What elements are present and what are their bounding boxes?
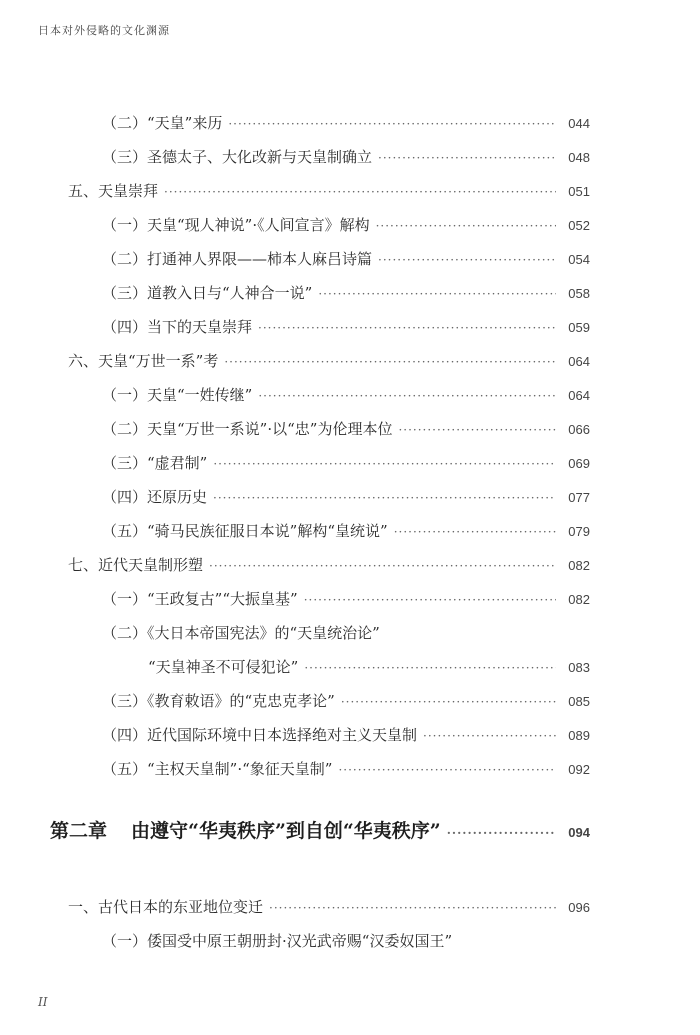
chapter-number: 第二章	[50, 820, 108, 842]
toc-entry-page: 096	[568, 900, 590, 915]
toc-entry-title: （二）“天皇”来历	[102, 114, 223, 132]
toc-entry[interactable]	[0, 924, 700, 958]
toc-entry-page: 079	[568, 524, 590, 539]
dot-leader	[376, 209, 556, 243]
dot-leader	[304, 651, 556, 685]
toc-entry-title: （四）当下的天皇崇拜	[102, 318, 253, 336]
toc-entry-title: （二）打通神人界限——柿本人麻吕诗篇	[102, 250, 373, 268]
dot-leader	[164, 175, 556, 209]
toc-entry-title: （五）“骑马民族征服日本说”解构“皇统说”	[102, 522, 388, 540]
dot-leader	[213, 447, 556, 481]
toc-entry-title: 七、近代天皇制形塑	[68, 556, 204, 574]
toc-entry[interactable]	[0, 378, 700, 412]
toc-entry-title: （一）倭国受中原王朝册封·汉光武帝赐“汉委奴国王”	[102, 932, 453, 950]
dot-leader	[213, 481, 556, 515]
toc-entry-page: 051	[568, 184, 590, 199]
toc-entry-page: 092	[568, 762, 590, 777]
toc-entry-page: 064	[568, 388, 590, 403]
toc-entry[interactable]	[0, 106, 700, 140]
toc-entry[interactable]	[0, 684, 700, 718]
dot-leader	[423, 719, 556, 753]
chapter-title: 由遵守“华夷秩序”到自创“华夷秩序”	[131, 820, 441, 842]
toc-entry[interactable]	[0, 616, 700, 650]
toc-entry-title: （二）《大日本帝国宪法》的“天皇统治论”	[102, 624, 380, 642]
toc-entry-page: 082	[568, 558, 590, 573]
toc-entry[interactable]	[0, 242, 700, 276]
toc-entry[interactable]	[0, 718, 700, 752]
toc-entry-page: 044	[568, 116, 590, 131]
toc-entry[interactable]	[0, 752, 700, 786]
toc-entry-page: 059	[568, 320, 590, 335]
toc-entry-page: 048	[568, 150, 590, 165]
table-of-contents	[0, 106, 700, 958]
chapter-label	[50, 814, 441, 848]
page-folio: II	[38, 995, 48, 1009]
dot-leader	[447, 816, 556, 850]
dot-leader	[304, 583, 556, 617]
toc-entry[interactable]	[0, 480, 700, 514]
toc-entry-title: （三）圣德太子、大化改新与天皇制确立	[102, 148, 373, 166]
toc-entry-page: 066	[568, 422, 590, 437]
toc-entry[interactable]	[0, 276, 700, 310]
toc-entry[interactable]	[0, 446, 700, 480]
toc-section-chapter-two	[0, 890, 700, 958]
toc-entry-page: 058	[568, 286, 590, 301]
toc-entry[interactable]	[0, 174, 700, 208]
toc-entry-title: （三）道教入日与“人神合一说”	[102, 284, 313, 302]
dot-leader	[224, 345, 556, 379]
toc-entry-title: （四）近代国际环境中日本选择绝对主义天皇制	[102, 726, 418, 744]
toc-entry-page: 069	[568, 456, 590, 471]
chapter-heading[interactable]	[0, 814, 700, 848]
toc-entry[interactable]	[0, 650, 700, 684]
toc-entry[interactable]	[0, 890, 700, 924]
toc-entry-page: 052	[568, 218, 590, 233]
toc-entry-title: （五）“主权天皇制”·“象征天皇制”	[102, 760, 333, 778]
dot-leader	[338, 753, 556, 787]
toc-entry-title: 六、天皇“万世一系”考	[68, 352, 219, 370]
dot-leader	[269, 891, 556, 925]
dot-leader	[258, 379, 556, 413]
dot-leader	[318, 277, 556, 311]
toc-entry-title: 五、天皇崇拜	[68, 182, 159, 200]
toc-entry-title: （三）《教育敕语》的“克忠克孝论”	[102, 692, 335, 710]
dot-leader	[378, 243, 556, 277]
toc-entry-page: 077	[568, 490, 590, 505]
toc-entry-title: （一）天皇“现人神说”·《人间宣言》解构	[102, 216, 370, 234]
toc-entry-title: （一）天皇“一姓传继”	[102, 386, 253, 404]
toc-entry[interactable]	[0, 548, 700, 582]
toc-entry[interactable]	[0, 140, 700, 174]
dot-leader	[209, 549, 556, 583]
toc-entry[interactable]	[0, 310, 700, 344]
toc-entry[interactable]	[0, 344, 700, 378]
dot-leader	[228, 107, 556, 141]
toc-entry[interactable]	[0, 582, 700, 616]
dot-leader	[398, 413, 556, 447]
toc-entry[interactable]	[0, 412, 700, 446]
toc-entry-page: 064	[568, 354, 590, 369]
running-header: 日本对外侵略的文化渊源	[38, 24, 170, 37]
toc-entry-title: “天皇神圣不可侵犯论”	[148, 658, 299, 676]
toc-entry-title: （四）还原历史	[102, 488, 208, 506]
toc-entry-page: 089	[568, 728, 590, 743]
toc-entry-page: 083	[568, 660, 590, 675]
toc-entry[interactable]	[0, 514, 700, 548]
toc-section-chapter-one	[0, 106, 700, 786]
toc-entry-page: 085	[568, 694, 590, 709]
dot-leader	[378, 141, 556, 175]
dot-leader	[394, 515, 556, 549]
dot-leader	[258, 311, 556, 345]
toc-entry-title: （二）天皇“万世一系说”·以“忠”为伦理本位	[102, 420, 393, 438]
toc-entry-title: （一）“王政复古”“大振皇基”	[102, 590, 298, 608]
toc-entry[interactable]	[0, 208, 700, 242]
toc-entry-title: （三）“虚君制”	[102, 454, 208, 472]
toc-entry-title: 一、古代日本的东亚地位变迁	[68, 898, 264, 916]
dot-leader	[341, 685, 556, 719]
toc-entry-page: 054	[568, 252, 590, 267]
chapter-page-number: 094	[568, 825, 590, 840]
toc-entry-page: 082	[568, 592, 590, 607]
